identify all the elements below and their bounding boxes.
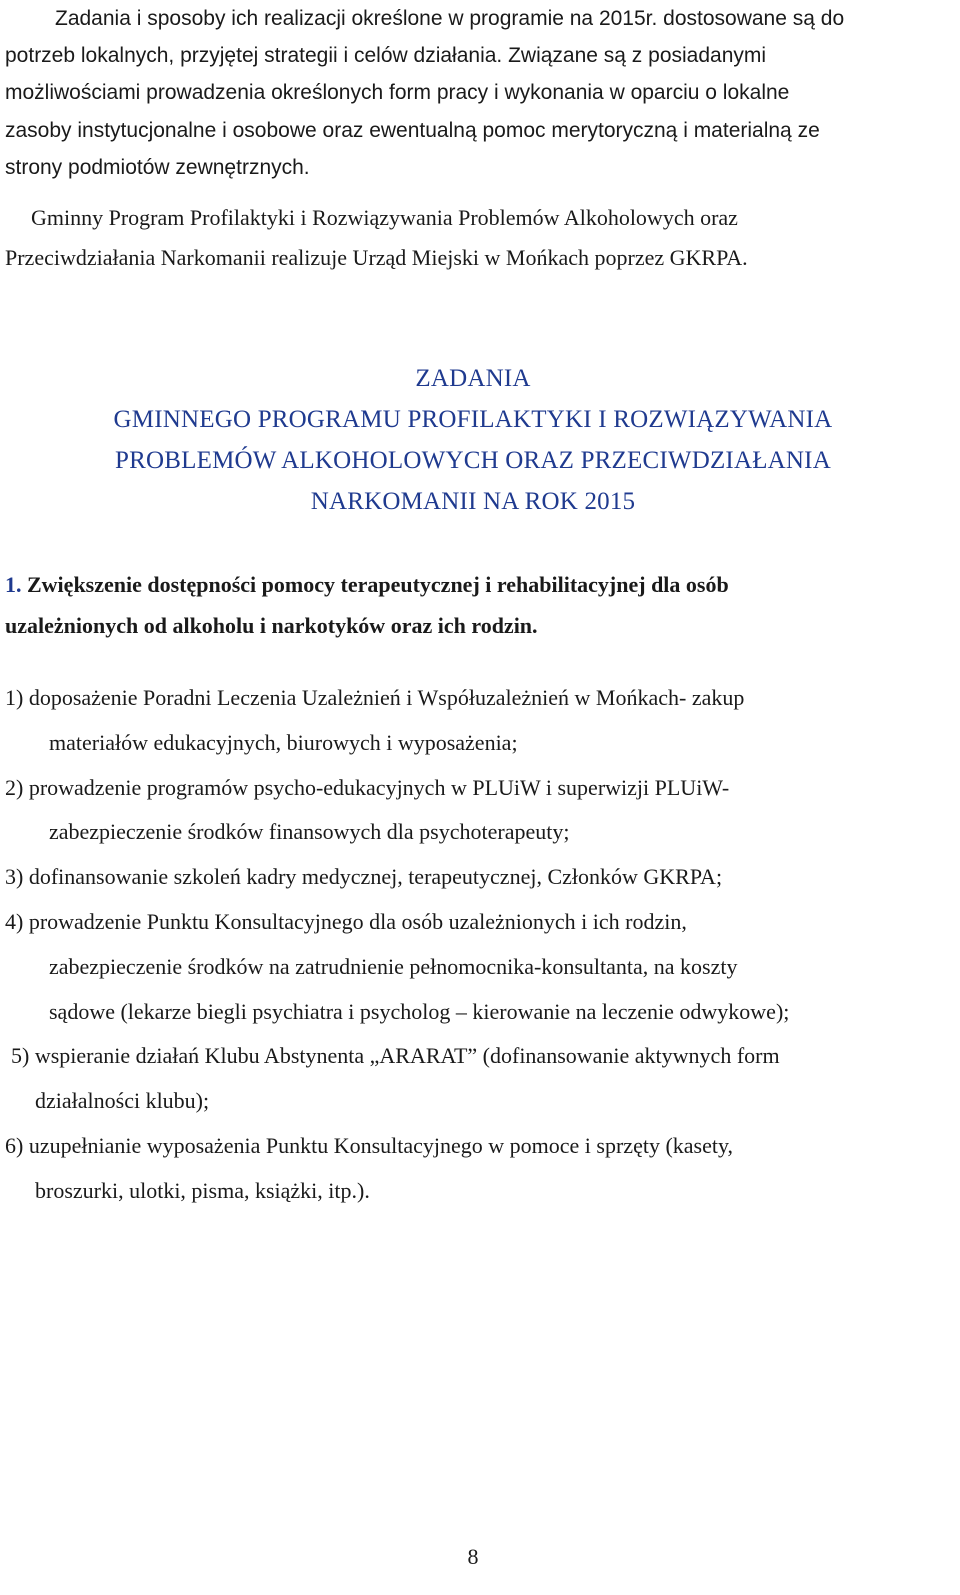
intro-paragraph	[5, 0, 941, 186]
list-item	[5, 1124, 941, 1214]
heading-line: GMINNEGO PROGRAMU PROFILAKTYKI I ROZWIĄZYWANIA	[113, 406, 833, 433]
section-number: 1.	[5, 572, 22, 597]
intro-line: możliwościami prowadzenia określonych form pracy i wykonania w oparciu o lokalne	[5, 81, 790, 105]
intro-line: strony podmiotów zewnętrznych.	[5, 155, 310, 179]
list-item	[5, 766, 941, 856]
heading-line: PROBLEMÓW ALKOHOLOWYCH ORAZ PRZECIWDZIAŁANIA	[115, 447, 831, 474]
list-item-line: broszurki, ulotki, pisma, książki, itp.).	[35, 1177, 370, 1203]
list-item-line: materiałów edukacyjnych, biurowych i wyposażenia;	[49, 729, 518, 755]
list-item-line: 5) wspieranie działań Klubu Abstynenta „ARARAT” (dofinansowanie aktywnych form	[11, 1043, 780, 1069]
list-item	[5, 855, 941, 900]
intro-line: zasoby instytucjonalne i osobowe oraz ewentualną pomoc merytoryczną i materialną ze	[5, 118, 820, 142]
section-title	[5, 564, 941, 646]
list-item-line: zabezpieczenie środków na zatrudnienie pełnomocnika-konsultanta, na koszty	[49, 953, 738, 979]
list-item-line: zabezpieczenie środków finansowych dla psychoterapeuty;	[49, 819, 570, 845]
list-item-line: 4) prowadzenie Punktu Konsultacyjnego dla osób uzależnionych i ich rodzin,	[5, 908, 687, 934]
program-line: Gminny Program Profilaktyki i Rozwiązywania Problemów Alkoholowych oraz	[31, 205, 738, 230]
program-paragraph	[5, 198, 941, 278]
task-list	[5, 676, 941, 1214]
heading-line: ZADANIA	[415, 365, 531, 392]
program-line: Przeciwdziałania Narkomanii realizuje Urząd Miejski w Mońkach poprzez GKRPA.	[5, 245, 748, 270]
list-item-line: 6) uzupełnianie wyposażenia Punktu Konsultacyjnego w pomoce i sprzęty (kasety,	[5, 1132, 734, 1158]
list-item-line: 3) dofinansowanie szkoleń kadry medycznej, terapeutycznej, Członków GKRPA;	[5, 864, 723, 890]
section-title-text: Zwiększenie dostępności pomocy terapeutycznej i rehabilitacyjnej dla osób	[21, 572, 729, 597]
heading-line: NARKOMANII NA ROK 2015	[310, 488, 636, 515]
intro-line: Zadania i sposoby ich realizacji określone w programie na 2015r. dostosowane są do	[55, 7, 845, 30]
page-number: 8	[467, 1544, 479, 1569]
list-item	[5, 676, 941, 766]
intro-line: potrzeb lokalnych, przyjętej strategii i celów działania. Związane są z posiadanymi	[5, 44, 767, 68]
list-item-line: 1) doposażenie Poradni Leczenia Uzależnień i Współuzależnień w Mońkach- zakup	[5, 685, 745, 710]
list-item-line: 2) prowadzenie programów psycho-edukacyjnych w PLUiW i superwizji PLUiW-	[5, 774, 730, 800]
list-item	[5, 900, 941, 1034]
tasks-heading	[0, 358, 946, 522]
section-title-text: uzależnionych od alkoholu i narkotyków oraz ich rodzin.	[5, 613, 538, 638]
list-item-line: sądowe (lekarze biegli psychiatra i psycholog – kierowanie na leczenie odwykowe);	[49, 998, 790, 1024]
list-item	[5, 1034, 941, 1124]
list-item-line: działalności klubu);	[35, 1088, 210, 1114]
